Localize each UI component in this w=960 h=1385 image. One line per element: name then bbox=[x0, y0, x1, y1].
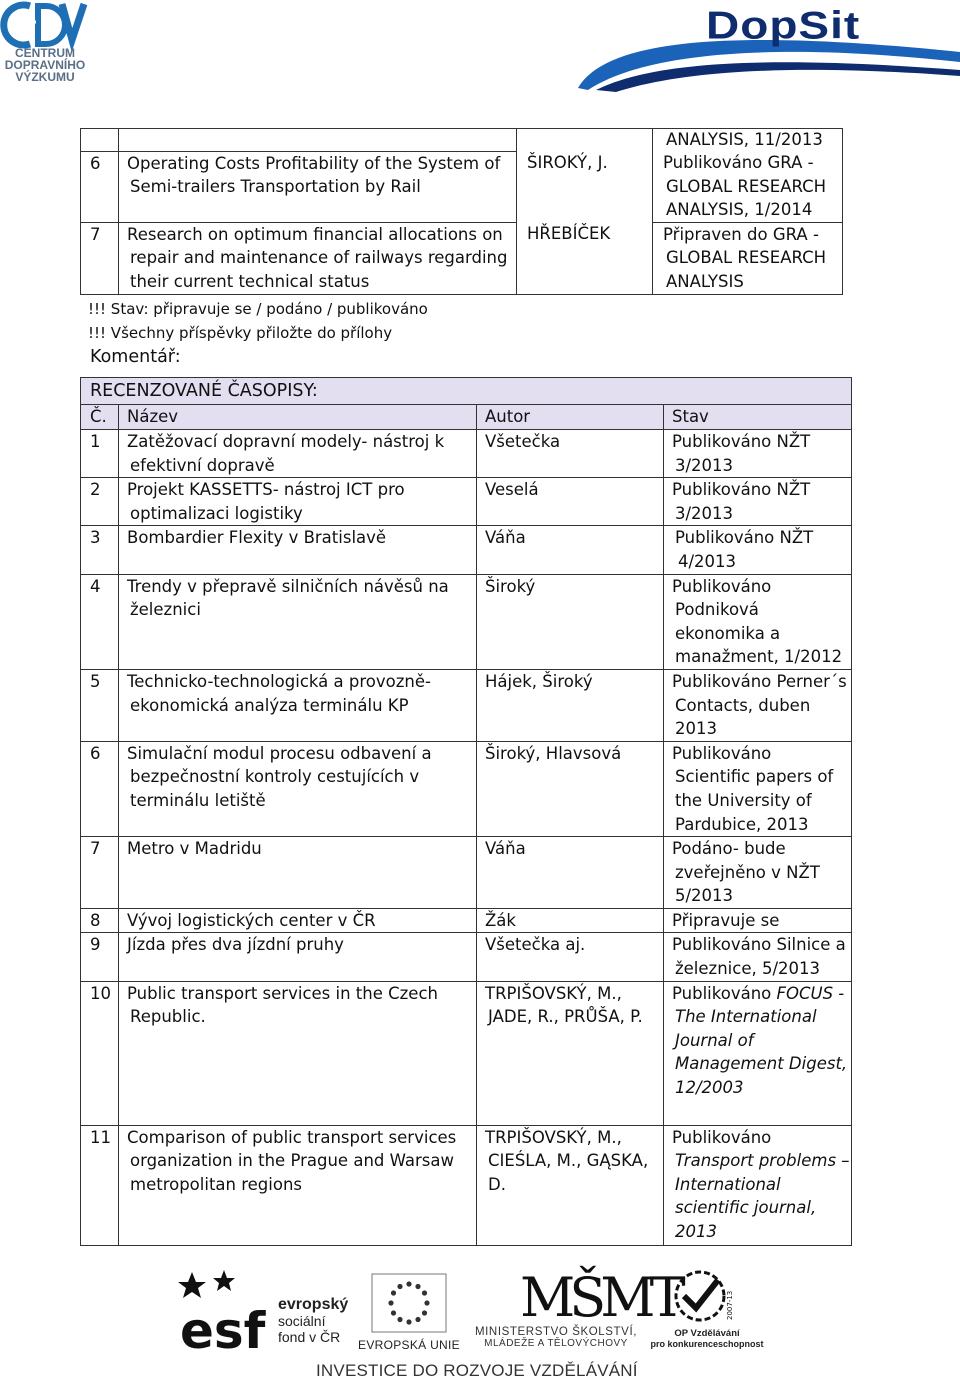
cell-status: Podáno- bude zveřejněno v NŽT 5/2013 bbox=[664, 837, 852, 909]
cell-num: 4 bbox=[81, 574, 119, 669]
cell-title-text: Operating Costs Profitability of the System of Semi-trailers Transportation by Rail bbox=[127, 153, 501, 197]
cell-status: Publikováno Silnice a železnice, 5/2013 bbox=[664, 933, 852, 981]
table-row bbox=[81, 837, 852, 909]
status-journal: FOCUS - The International Journal of Management Digest, 12/2003 bbox=[675, 983, 848, 1098]
cell-author: Všetečka aj. bbox=[477, 933, 664, 981]
cell-status: Publikováno NŽT 3/2013 bbox=[664, 478, 852, 526]
cell-title: Zatěžovací dopravní modely- nástroj k efektivní dopravě bbox=[119, 430, 477, 478]
header-status: Stav bbox=[664, 405, 852, 430]
cell-num: 3 bbox=[81, 526, 119, 574]
table-row bbox=[81, 151, 843, 222]
cell-author: Váňa bbox=[477, 837, 664, 909]
msmt-logo bbox=[468, 1264, 680, 1354]
status-prefix: Publikováno bbox=[672, 983, 777, 1003]
cell-status bbox=[653, 222, 843, 294]
cell-num bbox=[81, 129, 119, 152]
cell-title: Comparison of public transport services organization in the Prague and Warsaw metropolitan regions bbox=[119, 1125, 477, 1245]
status-prefix: Publikováno bbox=[672, 1127, 772, 1147]
table-row bbox=[81, 1125, 852, 1245]
cell-title: Projekt KASSETTS- nástroj ICT pro optimalizaci logistiky bbox=[119, 478, 477, 526]
cell-title bbox=[119, 222, 517, 294]
cell-title: Jízda přes dva jízdní pruhy bbox=[119, 933, 477, 981]
cell-author: Široký, Hlavsová bbox=[477, 741, 664, 836]
cell-status-text: Připraven do GRA - GLOBAL RESEARCH ANALYSIS bbox=[663, 224, 827, 291]
cell-author: Hájek, Široký bbox=[477, 669, 664, 741]
esf-text-1: evropský bbox=[278, 1296, 349, 1313]
cell-status: Publikováno Podniková ekonomika a manažment, 1/2012 bbox=[664, 574, 852, 669]
header-row bbox=[81, 405, 852, 430]
cell-title: Vývoj logistických center v ČR bbox=[119, 908, 477, 933]
cell-num: 11 bbox=[81, 1125, 119, 1245]
journals-table bbox=[80, 377, 852, 1246]
msmt-mark bbox=[468, 1264, 680, 1329]
cell-status: ANALYSIS, 11/2013 bbox=[653, 129, 843, 152]
op-text-2: pro konkurenceschopnost bbox=[650, 1339, 764, 1349]
cell-author: Široký bbox=[477, 574, 664, 669]
top-table bbox=[80, 128, 843, 295]
cell-status bbox=[664, 981, 852, 1125]
dopsit-wordmark: DopSit bbox=[706, 2, 861, 48]
cell-status: Publikováno NŽT 4/2013 bbox=[664, 526, 852, 574]
esf-text-3: fond v ČR bbox=[278, 1329, 341, 1345]
section-title: RECENZOVANÉ ČASOPISY: bbox=[81, 378, 852, 405]
cell-num: 7 bbox=[81, 837, 119, 909]
esf-mark-text: esf bbox=[180, 1302, 266, 1360]
op-vk-logo bbox=[646, 1266, 768, 1354]
table-row bbox=[81, 741, 852, 836]
status-note: !!! Stav: připravuje se / podáno / publikováno bbox=[88, 300, 428, 318]
cdv-logo-mark bbox=[0, 0, 90, 50]
cell-author: TRPIŠOVSKÝ, M., CIEŚLA, M., GĄSKA, D. bbox=[477, 1125, 664, 1245]
cell-num: 1 bbox=[81, 430, 119, 478]
cdv-logo-line-3: VÝZKUMU bbox=[15, 70, 75, 84]
section-title-row bbox=[81, 378, 852, 405]
table-row bbox=[81, 574, 852, 669]
esf-text-2: sociální bbox=[278, 1313, 326, 1329]
cell-title bbox=[119, 129, 517, 152]
dopsit-logo bbox=[576, 0, 960, 92]
cell-author: Veselá bbox=[477, 478, 664, 526]
cell-status: Připravuje se bbox=[664, 908, 852, 933]
table-row bbox=[81, 526, 852, 574]
cell-status bbox=[653, 151, 843, 222]
cell-num: 10 bbox=[81, 981, 119, 1125]
msmt-text-2: MLÁDEŽE A TĚLOVÝCHOVY bbox=[484, 1338, 628, 1349]
cell-num: 7 bbox=[81, 222, 119, 294]
cell-author: ŠIROKÝ, J. bbox=[517, 151, 653, 222]
cell-num: 8 bbox=[81, 908, 119, 933]
eu-logo bbox=[358, 1272, 460, 1354]
cell-status: Publikováno NŽT 3/2013 bbox=[664, 430, 852, 478]
op-text-1: OP Vzdělávání bbox=[674, 1328, 740, 1339]
esf-logo bbox=[178, 1268, 354, 1360]
op-vk-mark bbox=[646, 1266, 768, 1328]
cell-author bbox=[517, 129, 653, 152]
status-journal: Transport problems – International scientific journal, 2013 bbox=[675, 1151, 850, 1242]
cell-num: 5 bbox=[81, 669, 119, 741]
cell-num: 2 bbox=[81, 478, 119, 526]
cell-author: TRPIŠOVSKÝ, M., JADE, R., PRŮŠA, P. bbox=[477, 981, 664, 1125]
cell-status: Publikováno Perner´s Contacts, duben 2013 bbox=[664, 669, 852, 741]
cell-title: Public transport services in the Czech Republic. bbox=[119, 981, 477, 1125]
cell-title: Technicko-technologická a provozně-ekonomická analýza terminálu KP bbox=[119, 669, 477, 741]
cell-title-text: Research on optimum financial allocations on repair and maintenance of railways regarding their current technical status bbox=[127, 224, 508, 291]
table-row bbox=[81, 908, 852, 933]
cell-author: Váňa bbox=[477, 526, 664, 574]
cell-num: 9 bbox=[81, 933, 119, 981]
eu-flag bbox=[358, 1272, 460, 1336]
cdv-logo bbox=[0, 0, 96, 90]
esf-mark bbox=[178, 1268, 278, 1360]
eu-text: EVROPSKÁ UNIE bbox=[358, 1338, 460, 1352]
table-row bbox=[81, 430, 852, 478]
cdv-logo-line-1: CENTRUM bbox=[15, 46, 75, 60]
cell-status-text: Publikováno GRA - GLOBAL RESEARCH ANALYSIS, 1/2014 bbox=[663, 153, 827, 220]
table-row bbox=[81, 222, 843, 294]
cell-status: Publikováno Scientific papers of the University of Pardubice, 2013 bbox=[664, 741, 852, 836]
header-author: Autor bbox=[477, 405, 664, 430]
attach-note: !!! Všechny příspěvky přiložte do přílohy bbox=[88, 324, 393, 342]
cdv-logo-line-2: DOPRAVNÍHO bbox=[4, 58, 86, 72]
table-row bbox=[81, 669, 852, 741]
cell-title bbox=[119, 151, 517, 222]
op-years-text: 2007-13 bbox=[726, 1290, 734, 1320]
table-row bbox=[81, 981, 852, 1125]
footer-caption: INVESTICE DO ROZVOJE VZDĚLÁVÁNÍ bbox=[316, 1361, 638, 1380]
header-num: Č. bbox=[81, 405, 119, 430]
cell-author: Všetečka bbox=[477, 430, 664, 478]
cell-title: Bombardier Flexity v Bratislavě bbox=[119, 526, 477, 574]
cell-author: Žák bbox=[477, 908, 664, 933]
cell-status bbox=[664, 1125, 852, 1245]
comment-label: Komentář: bbox=[90, 347, 181, 367]
cell-title: Simulační modul procesu odbavení a bezpečnostní kontroly cestujících v terminálu letiště bbox=[119, 741, 477, 836]
header-title: Název bbox=[119, 405, 477, 430]
cell-title: Trendy v přepravě silničních návěsů na železnici bbox=[119, 574, 477, 669]
table-row bbox=[81, 129, 843, 152]
cell-num: 6 bbox=[81, 741, 119, 836]
table-row bbox=[81, 478, 852, 526]
table-row bbox=[81, 933, 852, 981]
cell-num: 6 bbox=[81, 151, 119, 222]
cell-title: Metro v Madridu bbox=[119, 837, 477, 909]
cell-author: HŘEBÍČEK bbox=[517, 222, 653, 294]
msmt-mark-text: MŠMT bbox=[520, 1266, 680, 1329]
msmt-text-1: MINISTERSTVO ŠKOLSTVÍ, bbox=[474, 1326, 638, 1338]
